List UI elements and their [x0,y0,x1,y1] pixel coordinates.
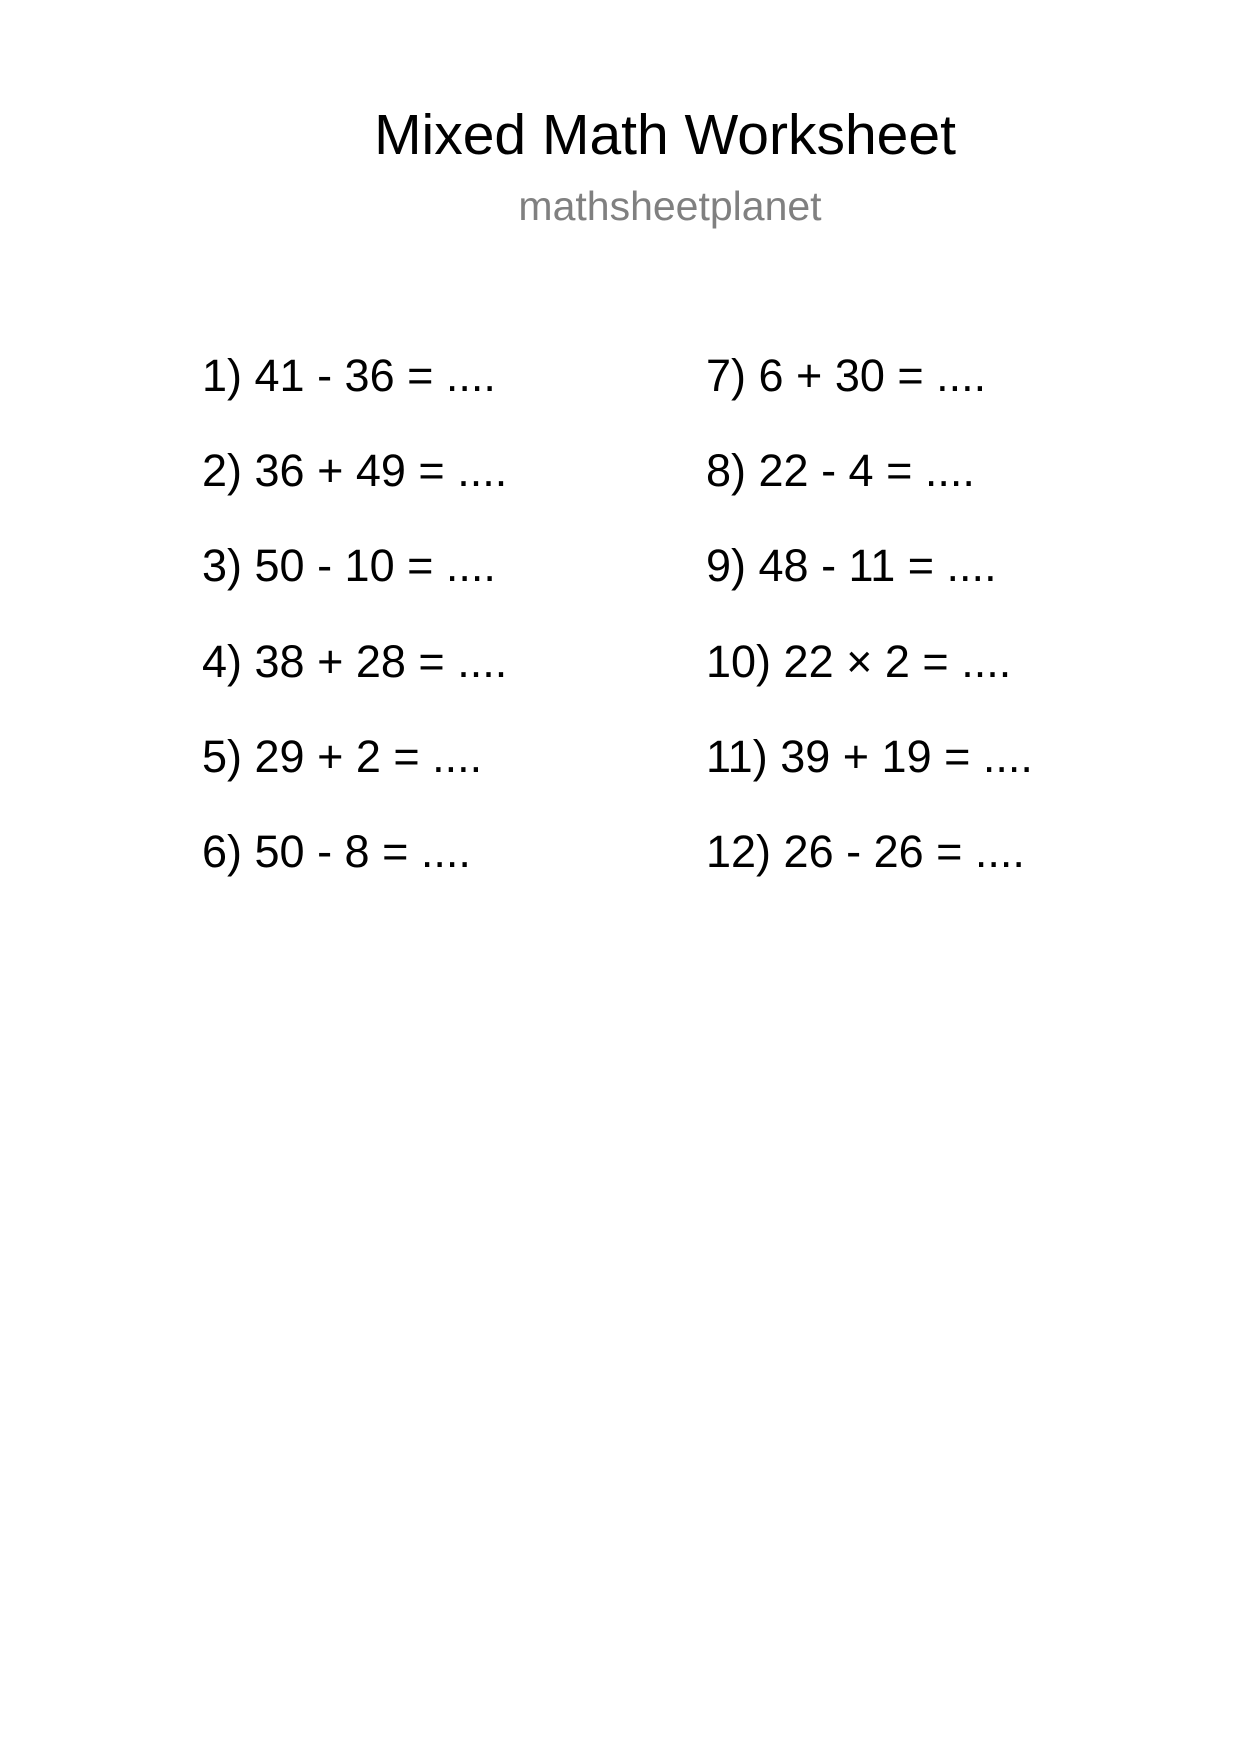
problem-3: 3) 50 - 10 = .... [202,540,496,591]
page-subtitle: mathsheetplanet [518,183,822,229]
problem-2: 2) 36 + 49 = .... [202,445,508,496]
problem-5: 5) 29 + 2 = .... [202,731,483,782]
problem-8: 8) 22 - 4 = .... [706,445,975,496]
problem-4: 4) 38 + 28 = .... [202,636,508,687]
page-title: Mixed Math Worksheet [374,103,956,167]
problem-12: 12) 26 - 26 = .... [706,826,1025,877]
problem-6: 6) 50 - 8 = .... [202,826,471,877]
problem-10: 10) 22 × 2 = .... [706,636,1012,687]
problem-11: 11) 39 + 19 = .... [706,731,1033,782]
problem-1: 1) 41 - 36 = .... [202,350,496,401]
problem-7: 7) 6 + 30 = .... [706,350,987,401]
problem-9: 9) 48 - 11 = .... [706,540,997,591]
